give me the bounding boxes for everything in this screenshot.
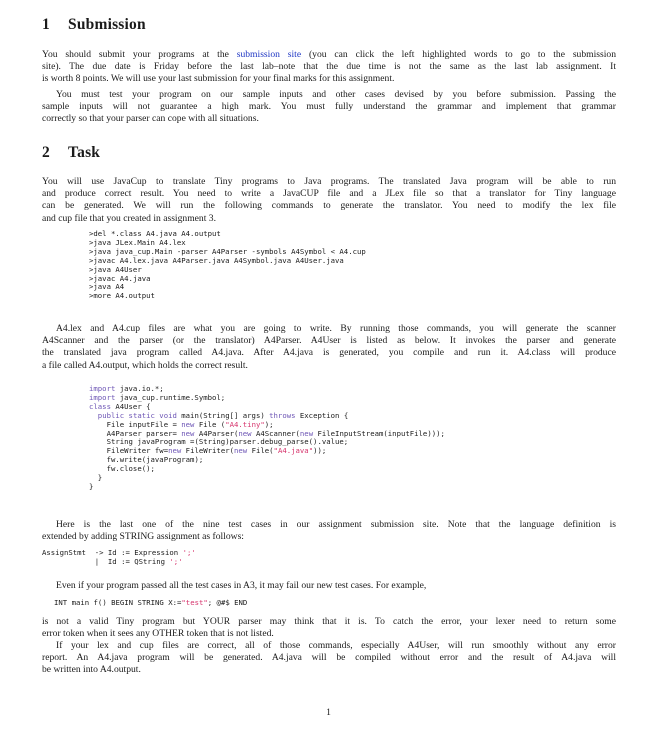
test-case-paragraph (42, 519, 616, 543)
command-line: >javac A4.lex.java A4Parser.java A4Symbol.java A4User.java (89, 255, 344, 265)
scanner-parser-paragraph (42, 323, 616, 372)
text-line: the translated java program called A4.java. After A4.java is generated, you compile and run it. A4.class will produce (42, 347, 616, 359)
example-intro-paragraph (42, 580, 616, 592)
text-line: can be generated. We will run the following commands to generate the translator. You need to modify the lex file (42, 200, 616, 212)
text-line: A4.lex and A4.cup files are what you are going to write. By running those commands, you will generate the scanner (56, 323, 616, 334)
text-line: a file called A4.output, which holds the correct result. (42, 359, 248, 371)
text-line: is worth 8 points. We will use your last submission for your final marks for this assignment. (42, 73, 395, 85)
command-line: >java A4User (89, 264, 142, 274)
submission-site-link[interactable]: submission site (236, 49, 302, 60)
text-line: correctly so that your parser can cope with all situations. (42, 113, 259, 125)
command-line: >java java_cup.Main -parser A4Parser -symbols A4Symbol < A4.cup (89, 246, 366, 256)
command-line: >more A4.output (89, 291, 155, 301)
command-line: >del *.class A4.java A4.output (89, 229, 221, 238)
invalid-program-paragraph (42, 616, 616, 640)
text-line: be written into A4.output. (42, 664, 141, 676)
final-paragraph (42, 640, 616, 677)
text-line: and cup file that you created in assignment 3. (42, 212, 216, 224)
command-line: >javac A4.java (89, 273, 151, 283)
section-2-number: 2 (42, 144, 50, 161)
section-1-title: Submission (68, 16, 146, 33)
section-1-number: 1 (42, 16, 50, 33)
section-1-heading (42, 16, 146, 33)
task-paragraph (42, 176, 616, 225)
command-listing (89, 230, 366, 301)
submission-paragraph (42, 49, 616, 86)
text-line: If your lex and cup files are correct, all of those commands, especially A4User, will run smoothly without any error (56, 640, 616, 651)
text-line: is not a valid Tiny program but YOUR parser may think that it is. To catch the error, your lexer need to return some (42, 616, 616, 627)
text-line: sample inputs will not guarantee a high mark. You must fully understand the grammar and implement that grammar (42, 101, 616, 113)
command-line: >java A4 (89, 282, 125, 292)
text-line: Here is the last one of the nine test cases in our assignment submission site. Note that the language definition is (56, 519, 616, 530)
text-line: extended by adding STRING assignment as follows: (42, 531, 244, 543)
text-line: You will use JavaCup to translate Tiny programs to Java programs. The translated Java program will be able to run (42, 176, 616, 187)
text-line: error token when it sees any OTHER token that is not listed. (42, 628, 274, 640)
grammar-rule: AssignStmt -> Id := Expression ';' | Id := QString ';' (42, 548, 196, 566)
section-2-heading (42, 144, 101, 161)
page-number: 1 (326, 707, 331, 718)
text-line: You must test your program on our sample inputs and other cases devised by you before submission. Passing the (56, 89, 616, 100)
text-line: Even if your program passed all the test cases in A3, it may fail our new test cases. For example, (56, 580, 427, 591)
testing-paragraph (42, 89, 616, 126)
a4user-code-listing: import java.io.*; import java_cup.runtime.Symbol; class A4User { public static void main(String[] args) throws Exception { File inputFile = new File ("A4.tiny"); A4Parser parser= new A4Parser(new A4Scanner(new FileInputStream(inputFile))); String javaProgram =(String)parser.debug_parse().value; FileWriter fw=new FileWriter(new File("A4.java")); fw.write(javaProgram); fw.close(); } } (89, 384, 445, 491)
text-line: site). The due date is Friday before the last lab–note that the due time is not the same as the last lab assignment. It (42, 61, 616, 73)
text-line: and produce correct result. You need to write a JavaCUP file and a JLex file so that a translator for Tiny language (42, 188, 616, 200)
example-program: INT main f() BEGIN STRING X:="test"; @#$ END (54, 598, 248, 607)
command-line: >java JLex.Main A4.lex (89, 237, 186, 247)
section-2-title: Task (68, 144, 101, 161)
text-line: A4Scanner and the parser (or the translator) A4Parser. A4User is listed as below. It invokes the parser and generate (42, 335, 616, 347)
text-line: You should submit your programs at the submission site (you can click the left highlighted words to go to the submission (42, 49, 617, 60)
text-line: report. An A4.java program will be generated. A4.java will be compiled without error and the result of A4.java will (42, 652, 616, 664)
